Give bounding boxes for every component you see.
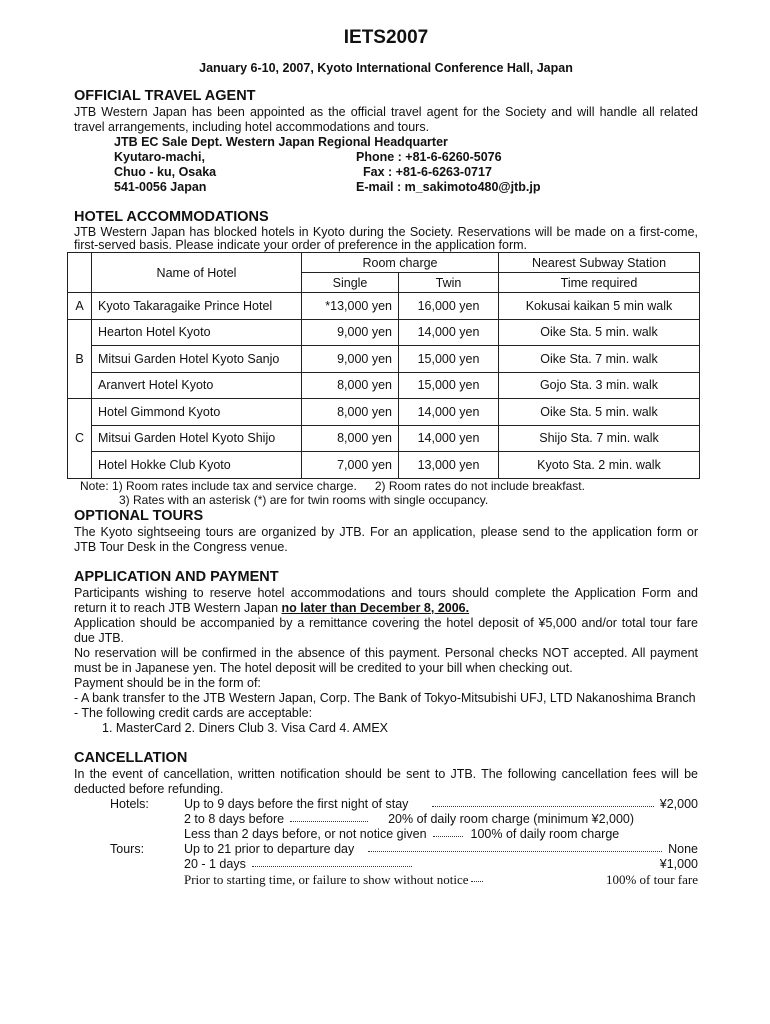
twin-rate: 13,000 yen	[399, 452, 499, 479]
fee-amount: None	[668, 841, 698, 856]
hotels-label: Hotels:	[110, 796, 149, 811]
col-station: Nearest Subway Station	[499, 253, 700, 273]
payment-p2: Application should be accompanied by a remittance covering the hotel deposit of ¥5,000 and/or total tour fare due JTB.	[74, 615, 698, 645]
single-rate: 8,000 yen	[302, 372, 399, 399]
table-row	[68, 399, 700, 426]
twin-rate: 14,000 yen	[399, 319, 499, 346]
hotels-intro: JTB Western Japan has blocked hotels in Kyoto during the Society. Reservations will be made on a first-come, first-served basis. Please indicate your order of preference in the application form.	[74, 225, 698, 252]
tours-text: The Kyoto sightseeing tours are organized by JTB. For an application, please send to the application form or JTB Tour Desk in the Congress venue.	[74, 524, 698, 554]
hotel-table	[67, 252, 700, 479]
fee-amount: ¥2,000	[659, 796, 698, 811]
station: Gojo Sta. 3 min. walk	[499, 372, 700, 399]
note-1: Note: 1) Room rates include tax and service charge.	[80, 478, 357, 493]
fee-amount: 100% of tour fare	[605, 871, 698, 887]
table-row	[68, 452, 700, 479]
fee-row	[74, 827, 698, 842]
payment-p1: Participants wishing to reserve hotel accommodations and tours should complete the Application Form and return it to reach JTB Western Japan no later than December 8, 2006.	[74, 585, 698, 615]
note-3: 3) Rates with an asterisk (*) are for twin rooms with single occupancy.	[119, 492, 489, 507]
payment-p5: - A bank transfer to the JTB Western Japan, Corp. The Bank of Tokyo-Mitsubishi UFJ, LTD Nakanoshima Branch	[74, 690, 696, 705]
single-rate: *13,000 yen	[302, 293, 399, 320]
twin-rate: 15,000 yen	[399, 372, 499, 399]
single-rate: 9,000 yen	[302, 346, 399, 373]
single-rate: 8,000 yen	[302, 399, 399, 426]
payment-cards: 1. MasterCard 2. Diners Club 3. Visa Card 4. AMEX	[102, 720, 388, 735]
fee-condition: Less than 2 days before, or not notice given	[184, 826, 427, 841]
fee-amount: ¥1,000	[659, 856, 698, 871]
cancel-intro: In the event of cancellation, written notification should be sent to JTB. The following cancellation fees will be deducted before refunding.	[74, 766, 698, 796]
twin-rate: 14,000 yen	[399, 425, 499, 452]
group-label: C	[68, 399, 92, 479]
col-hotel-name: Name of Hotel	[92, 253, 302, 293]
twin-rate: 14,000 yen	[399, 399, 499, 426]
payment-p6: - The following credit cards are acceptable:	[74, 705, 313, 720]
group-label: B	[68, 319, 92, 399]
payment-p4: Payment should be in the form of:	[74, 675, 261, 690]
note-2: 2) Room rates do not include breakfast.	[374, 478, 585, 493]
station: Oike Sta. 7 min. walk	[499, 346, 700, 373]
agent-fax: Fax : +81-6-6263-0717	[363, 165, 492, 179]
tours-label: Tours:	[110, 841, 145, 856]
col-time: Time required	[499, 273, 700, 293]
table-row	[68, 372, 700, 399]
payment-deadline: no later than December 8, 2006.	[281, 600, 470, 615]
cancel-heading: CANCELLATION	[74, 749, 188, 766]
fee-condition: Up to 9 days before the first night of stay	[184, 796, 409, 811]
cancellation-fees	[74, 797, 698, 887]
agent-email: E-mail : m_sakimoto480@jtb.jp	[356, 180, 541, 194]
payment-heading: APPLICATION AND PAYMENT	[74, 568, 279, 585]
table-row	[68, 346, 700, 373]
rate-notes	[74, 479, 698, 507]
fee-row	[74, 812, 698, 827]
fee-condition: Prior to starting time, or failure to show without notice	[184, 871, 469, 887]
fee-condition: 20 - 1 days	[184, 856, 246, 871]
single-rate: 7,000 yen	[302, 452, 399, 479]
fee-amount: 100% of daily room charge	[470, 826, 620, 841]
hotel-name: Mitsui Garden Hotel Kyoto Shijo	[92, 425, 302, 452]
hotel-name: Aranvert Hotel Kyoto	[92, 372, 302, 399]
agent-intro: JTB Western Japan has been appointed as the official travel agent for the Society and will handle all related travel arrangements, including hotel accommodations and tours.	[74, 105, 698, 134]
twin-rate: 15,000 yen	[399, 346, 499, 373]
document-page	[74, 26, 698, 887]
fee-amount: 20% of daily room charge (minimum ¥2,000)	[388, 811, 635, 826]
col-room-charge: Room charge	[302, 253, 499, 273]
group-label: A	[68, 293, 92, 320]
station: Oike Sta. 5 min. walk	[499, 399, 700, 426]
fee-row	[74, 797, 698, 812]
agent-address-1: Kyutaro-machi,	[114, 150, 205, 164]
station: Oike Sta. 5 min. walk	[499, 319, 700, 346]
hotels-heading: HOTEL ACCOMMODATIONS	[74, 209, 269, 225]
twin-rate: 16,000 yen	[399, 293, 499, 320]
table-corner	[68, 253, 92, 293]
single-rate: 9,000 yen	[302, 319, 399, 346]
tours-heading: OPTIONAL TOURS	[74, 507, 204, 524]
col-single: Single	[302, 273, 399, 293]
station: Kokusai kaikan 5 min walk	[499, 293, 700, 320]
agent-dept: JTB EC Sale Dept. Western Japan Regional Headquarter	[114, 135, 448, 149]
col-twin: Twin	[399, 273, 499, 293]
single-rate: 8,000 yen	[302, 425, 399, 452]
hotel-name: Kyoto Takaragaike Prince Hotel	[92, 293, 302, 320]
fee-condition: 2 to 8 days before	[184, 811, 285, 826]
table-row	[68, 319, 700, 346]
table-row	[68, 425, 700, 452]
station: Shijo Sta. 7 min. walk	[499, 425, 700, 452]
agent-contact	[114, 135, 698, 195]
station: Kyoto Sta. 2 min. walk	[499, 452, 700, 479]
fee-condition: Up to 21 prior to departure day	[184, 841, 355, 856]
table-row	[68, 293, 700, 320]
fee-row	[74, 857, 698, 872]
agent-heading: OFFICIAL TRAVEL AGENT	[74, 88, 256, 104]
hotel-name: Hearton Hotel Kyoto	[92, 319, 302, 346]
hotel-name: Hotel Hokke Club Kyoto	[92, 452, 302, 479]
agent-address-3: 541-0056 Japan	[114, 180, 207, 194]
agent-phone: Phone : +81-6-6260-5076	[356, 150, 502, 164]
payment-p3: No reservation will be confirmed in the absence of this payment. Personal checks NOT accepted. All payment must be in Japanese yen. The hotel deposit will be credited to your bill when checking out.	[74, 645, 698, 675]
hotel-name: Mitsui Garden Hotel Kyoto Sanjo	[92, 346, 302, 373]
hotel-name: Hotel Gimmond Kyoto	[92, 399, 302, 426]
document-subtitle: January 6-10, 2007, Kyoto International Conference Hall, Japan	[199, 61, 573, 75]
fee-row	[74, 872, 698, 887]
document-title: IETS2007	[343, 27, 429, 48]
fee-row	[74, 842, 698, 857]
agent-address-2: Chuo - ku, Osaka	[114, 165, 217, 179]
